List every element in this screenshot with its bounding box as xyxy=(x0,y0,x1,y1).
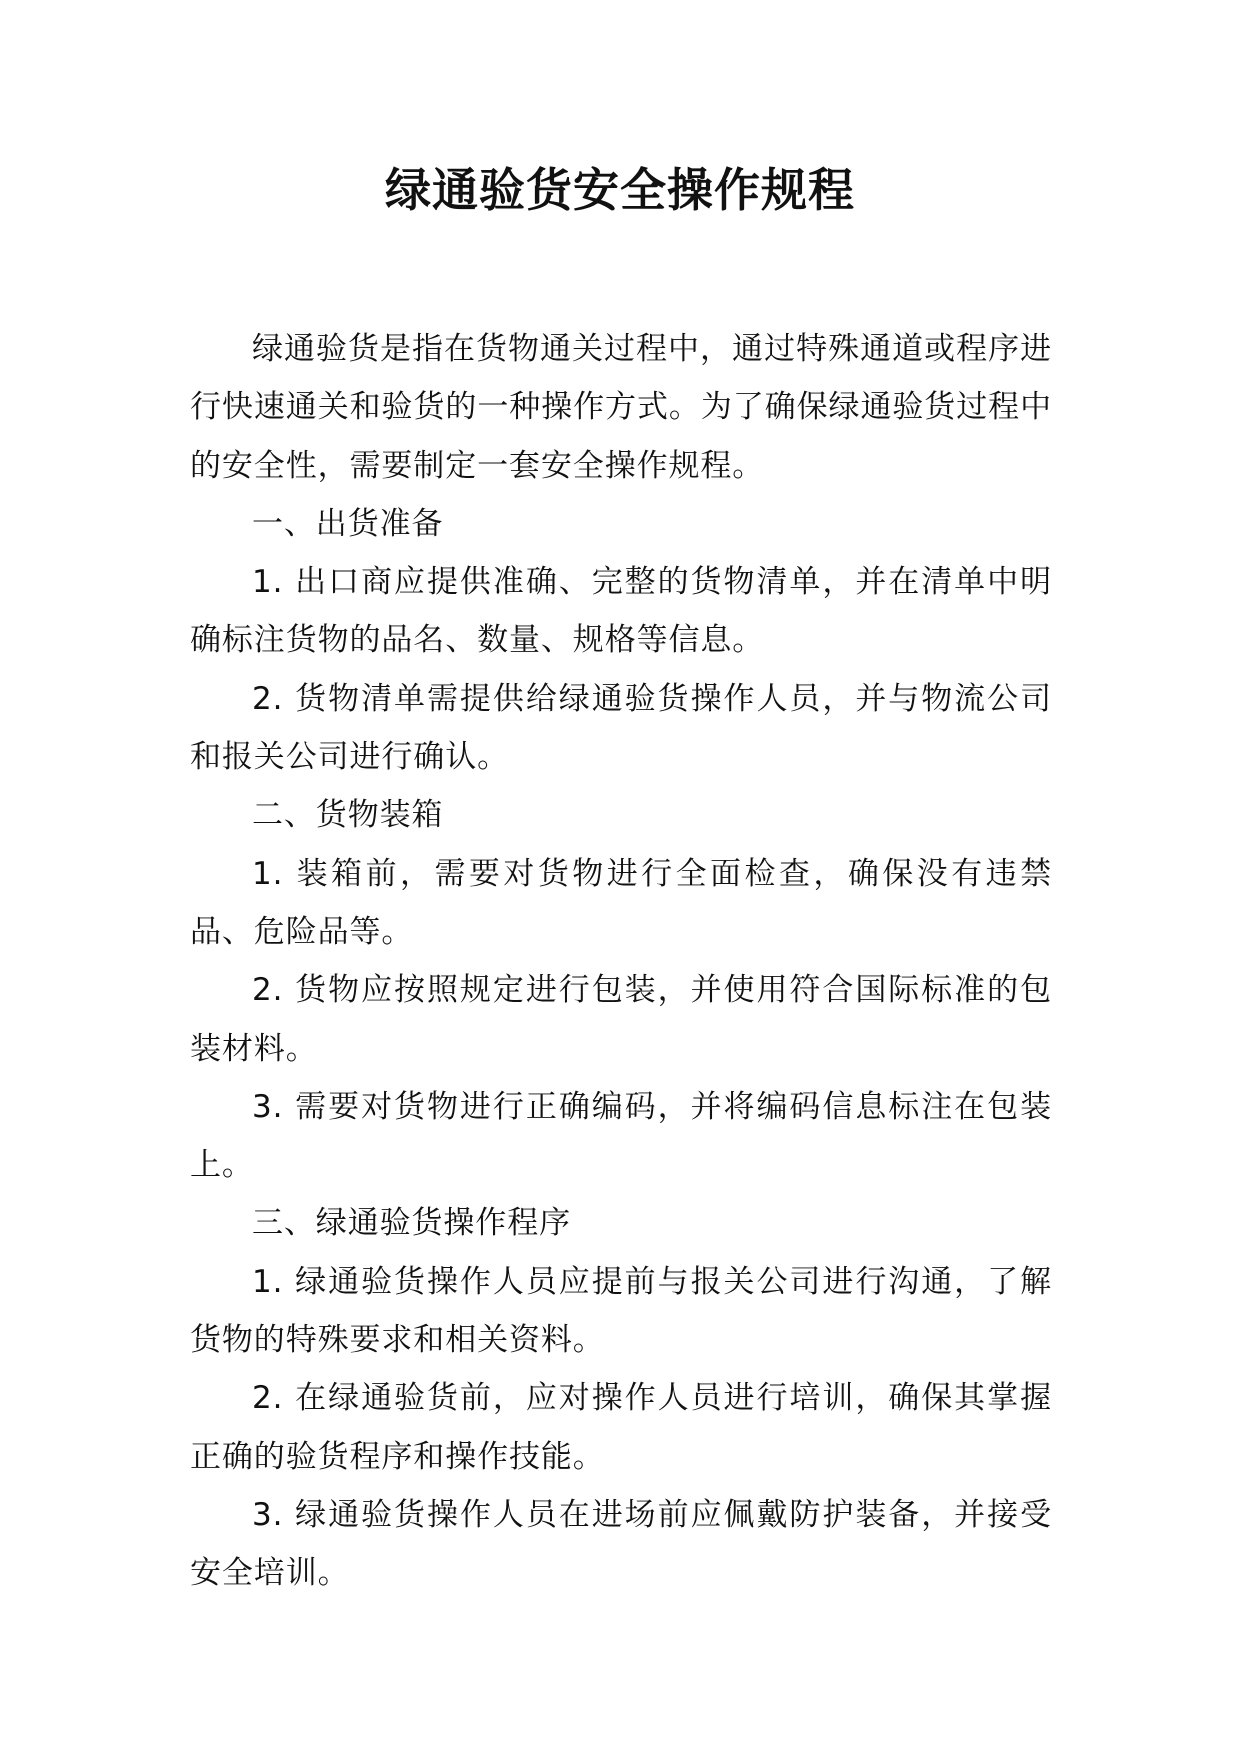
section-heading-inspection-procedure: 三、绿通验货操作程序 xyxy=(252,1205,571,1242)
list-item: 1. 绿通验货操作人员应提前与报关公司进行沟通，了解货物的特殊要求和相关资料。 xyxy=(190,1263,1052,1359)
list-item: 1. 装箱前，需要对货物进行全面检查，确保没有违禁品、危险品等。 xyxy=(190,855,1052,950)
list-item: 2. 货物清单需提供给绿通验货操作人员，并与物流公司和报关公司进行确认。 xyxy=(190,680,1052,776)
list-item: 3. 绿通验货操作人员在进场前应佩戴防护装备，并接受安全培训。 xyxy=(190,1496,1052,1592)
document-title: 绿通验货安全操作规程 xyxy=(385,163,855,217)
section-heading-cargo-packing: 二、货物装箱 xyxy=(252,797,444,834)
document-body xyxy=(190,320,1052,1603)
section-heading-shipment-preparation: 一、出货准备 xyxy=(252,505,444,542)
list-item: 1. 出口商应提供准确、完整的货物清单，并在清单中明确标注货物的品名、数量、规格等信息。 xyxy=(190,564,1052,659)
intro-paragraph: 绿通验货是指在货物通关过程中，通过特殊通道或程序进行快速通关和验货的一种操作方式。为了确保绿通验货过程中的安全性，需要制定一套安全操作规程。 xyxy=(190,331,1052,484)
list-item: 3. 需要对货物进行正确编码，并将编码信息标注在包装上。 xyxy=(190,1088,1052,1184)
list-item: 2. 货物应按照规定进行包装，并使用符合国际标准的包装材料。 xyxy=(190,972,1052,1067)
list-item: 2. 在绿通验货前，应对操作人员进行培训，确保其掌握正确的验货程序和操作技能。 xyxy=(190,1380,1052,1475)
